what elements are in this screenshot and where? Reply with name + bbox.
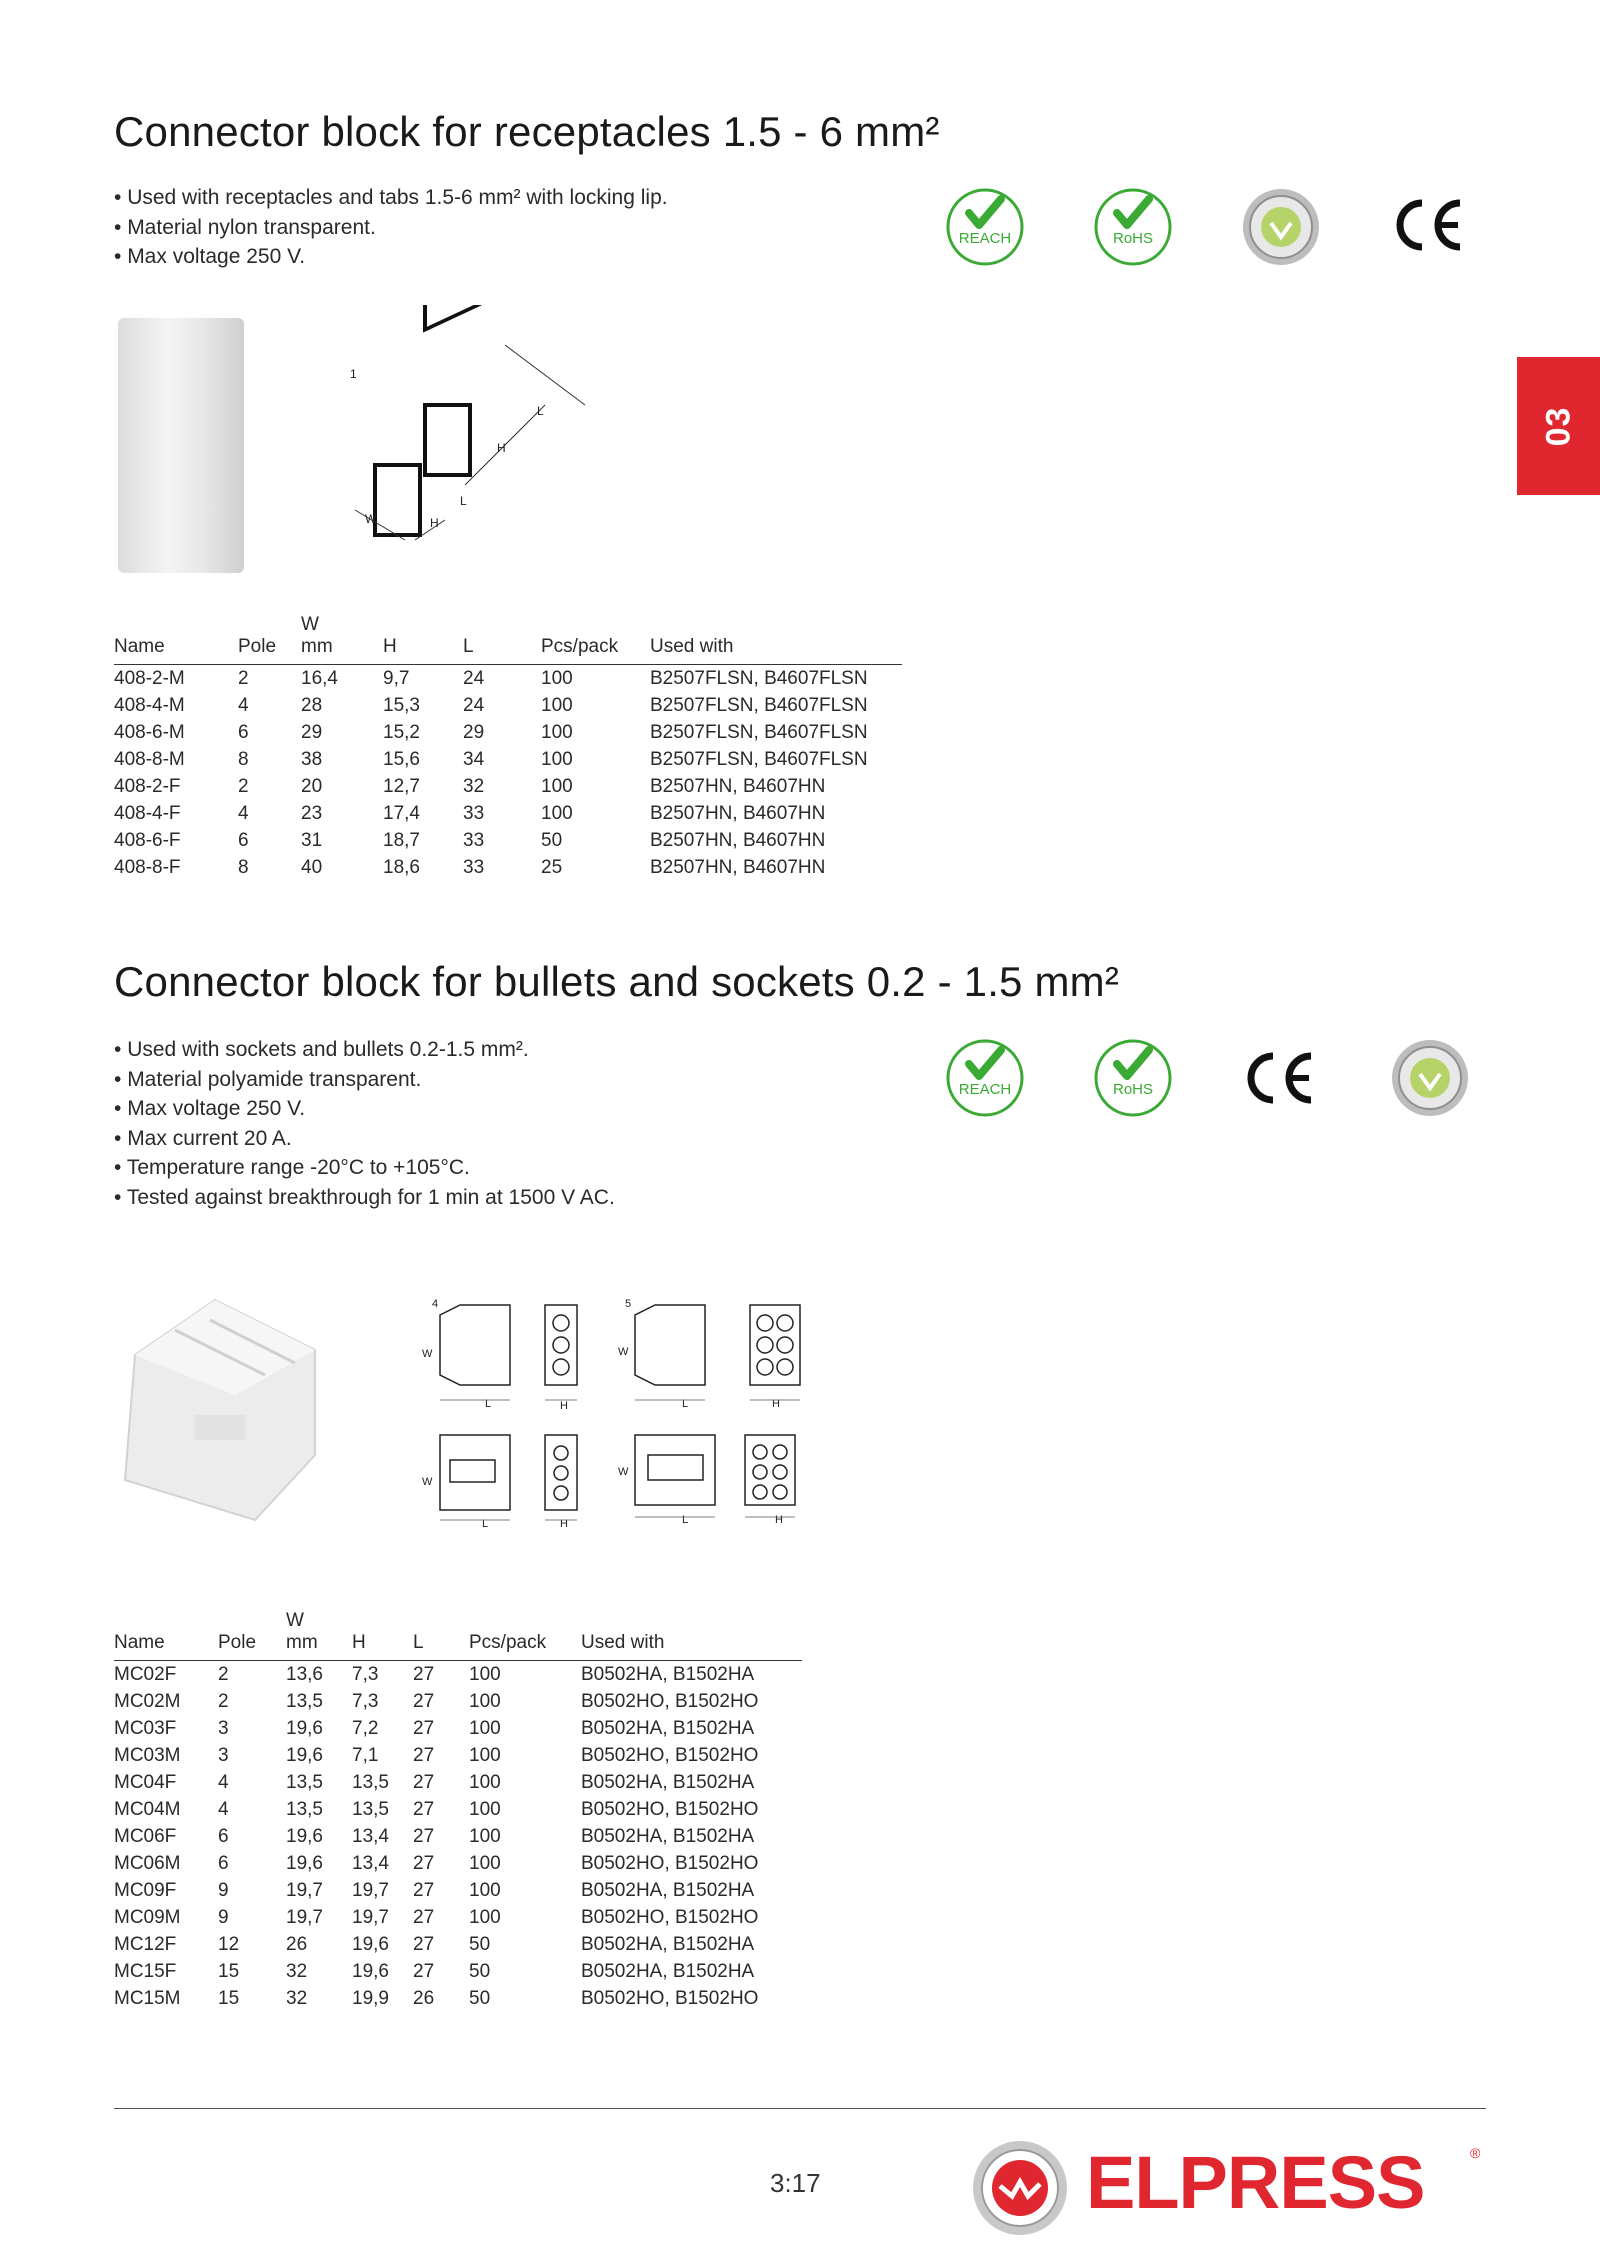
table-header-row (114, 614, 902, 665)
table-header-row (114, 1610, 802, 1661)
footer-divider (114, 2108, 1486, 2109)
drawing-label: 4 (432, 1298, 439, 1310)
chapter-tab (1517, 357, 1600, 495)
chapter-tab-label: 03 (1538, 406, 1577, 446)
connector-block-photo (118, 318, 244, 573)
header-length: L (413, 1610, 469, 1661)
drawing-label: 1 (350, 367, 357, 381)
section2-spec-table (114, 1610, 802, 2012)
section2-bullet: • Used with sockets and bullets 0.2-1.5 mm². (114, 1035, 615, 1065)
svg-text:L: L (485, 1398, 492, 1410)
header-name: Name (114, 614, 238, 665)
table-row: MC04F 4 13,5 13,5 27 100 B0502HA, B1502HA (114, 1772, 755, 1793)
section1-bullet: • Material nylon transparent. (114, 213, 668, 243)
ce-mark-icon (1390, 195, 1464, 255)
table-row: MC06F 6 19,6 13,4 27 100 B0502HA, B1502HA (114, 1826, 755, 1847)
section2-bullet: • Max voltage 250 V. (114, 1094, 615, 1124)
table-row: MC15M 15 32 19,9 26 50 B0502HO, B1502HO (114, 1988, 759, 2009)
svg-text:H: H (497, 441, 506, 455)
section1-title: Connector block for receptacles 1.5 - 6 mm² (114, 108, 940, 155)
table-row: MC15F 15 32 19,6 27 50 B0502HA, B1502HA (114, 1961, 755, 1982)
header-pcs-pack: Pcs/pack (541, 614, 650, 665)
section1-spec-table (114, 614, 902, 881)
table-row: MC03M 3 19,6 7,1 27 100 B0502HO, B1502HO (114, 1745, 759, 1766)
section2-bullet: • Temperature range -20°C to +105°C. (114, 1153, 615, 1183)
section2-bullet: • Material polyamide transparent. (114, 1065, 615, 1095)
header-pcs-pack: Pcs/pack (469, 1610, 581, 1661)
header-pole: Pole (218, 1610, 286, 1661)
connector-block-dimension-drawing (345, 305, 595, 555)
header-name: Name (114, 1610, 218, 1661)
header-width: W mm (301, 614, 383, 665)
svg-text:L: L (482, 1518, 489, 1530)
registered-mark: ® (1470, 2145, 1481, 2161)
svg-text:H: H (772, 1398, 780, 1410)
section2-title: Connector block for bullets and sockets 0.2 - 1.5 mm² (114, 958, 1120, 1005)
rohs-badge-text: RoHS (1112, 1081, 1154, 1098)
table-row: MC02M 2 13,5 7,3 27 100 B0502HO, B1502HO (114, 1691, 759, 1712)
header-height: H (383, 614, 463, 665)
section1-bullet: • Used with receptacles and tabs 1.5-6 mm² with locking lip. (114, 183, 668, 213)
section1-bullet: • Max voltage 250 V. (114, 242, 668, 272)
svg-text:H: H (560, 1518, 568, 1530)
reach-badge-text: REACH (958, 1081, 1012, 1098)
table-row: 408-4-M 4 28 15,3 24 100 B2507FLSN, B4607FLSN (114, 695, 868, 716)
page-number: 3:17 (770, 2168, 821, 2198)
table-row: MC09M 9 19,7 19,7 27 100 B0502HO, B1502HO (114, 1907, 759, 1928)
reach-compliant-badge-icon (945, 187, 1025, 267)
svg-text:H: H (560, 1400, 568, 1412)
header-pole: Pole (238, 614, 301, 665)
elpress-logo-text: ELPRESS (1086, 2141, 1425, 2224)
header-length: L (463, 614, 541, 665)
certification-seal-icon (1241, 187, 1321, 267)
rohs-compliant-badge-icon (1093, 187, 1173, 267)
svg-text:H: H (430, 516, 439, 530)
svg-text:W: W (422, 1348, 433, 1360)
table-row: MC06M 6 19,6 13,4 27 100 B0502HO, B1502HO (114, 1853, 759, 1874)
section2-bullet: • Tested against breakthrough for 1 min at 1500 V AC. (114, 1183, 615, 1213)
bullet-socket-connector-photo (115, 1295, 325, 1525)
table-row: MC03F 3 19,6 7,2 27 100 B0502HA, B1502HA (114, 1718, 755, 1739)
drawing-label: 5 (625, 1298, 632, 1310)
svg-text:W: W (618, 1346, 629, 1358)
svg-text:H: H (775, 1514, 783, 1526)
table-row: 408-2-F 2 20 12,7 32 100 B2507HN, B4607HN (114, 776, 826, 797)
certification-seal-icon (1390, 1038, 1470, 1118)
svg-text:W: W (365, 512, 377, 526)
table-row: 408-6-F 6 31 18,7 33 50 B2507HN, B4607HN (114, 830, 826, 851)
svg-text:L: L (460, 494, 467, 508)
svg-text:L: L (682, 1398, 689, 1410)
table-row: 408-8-M 8 38 15,6 34 100 B2507FLSN, B4607FLSN (114, 749, 868, 770)
table-row: 408-4-F 4 23 17,4 33 100 B2507HN, B4607HN (114, 803, 826, 824)
header-used-with: Used with (581, 1610, 802, 1661)
svg-text:W: W (618, 1466, 629, 1478)
rohs-compliant-badge-icon (1093, 1038, 1173, 1118)
section2-bullet: • Max current 20 A. (114, 1124, 615, 1154)
section2-bullets (114, 1035, 615, 1212)
header-height: H (352, 1610, 413, 1661)
table-row: 408-8-F 8 40 18,6 33 25 B2507HN, B4607HN (114, 857, 826, 878)
table-row: MC04M 4 13,5 13,5 27 100 B0502HO, B1502HO (114, 1799, 759, 1820)
elpress-emblem-icon (970, 2138, 1070, 2238)
header-width: W mm (286, 1610, 352, 1661)
table-row: 408-2-M 2 16,4 9,7 24 100 B2507FLSN, B4607FLSN (114, 668, 868, 689)
table-row: MC12F 12 26 19,6 27 50 B0502HA, B1502HA (114, 1934, 755, 1955)
svg-text:L: L (537, 404, 544, 418)
header-used-with: Used with (650, 614, 902, 665)
svg-text:L: L (682, 1514, 689, 1526)
ce-mark-icon (1241, 1048, 1315, 1108)
reach-compliant-badge-icon (945, 1038, 1025, 1118)
bullet-socket-dimension-drawings (420, 1295, 810, 1540)
reach-badge-text: REACH (958, 230, 1012, 247)
table-row: MC02F 2 13,6 7,3 27 100 B0502HA, B1502HA (114, 1664, 755, 1685)
table-row: MC09F 9 19,7 19,7 27 100 B0502HA, B1502HA (114, 1880, 755, 1901)
section1-bullets (114, 183, 668, 272)
svg-text:W: W (422, 1476, 433, 1488)
rohs-badge-text: RoHS (1112, 230, 1154, 247)
table-row: 408-6-M 6 29 15,2 29 100 B2507FLSN, B4607FLSN (114, 722, 868, 743)
